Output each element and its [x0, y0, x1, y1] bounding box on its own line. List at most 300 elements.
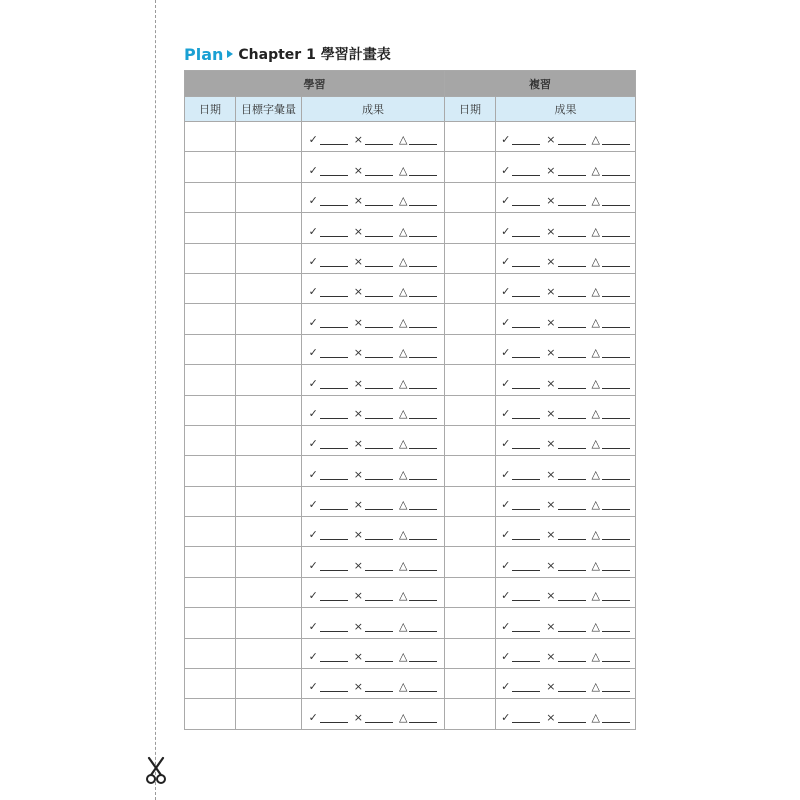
target-vocab-cell[interactable] — [236, 456, 302, 486]
tally-blank[interactable] — [558, 630, 586, 632]
review-result-cell[interactable] — [496, 122, 636, 152]
tally-blank[interactable] — [409, 508, 437, 510]
review-result-cell[interactable] — [496, 273, 636, 303]
target-vocab-cell[interactable] — [236, 608, 302, 638]
tally-blank[interactable] — [602, 326, 630, 328]
result-cell[interactable] — [302, 213, 445, 243]
check-mark-symbol: ✓ — [308, 558, 318, 572]
review-result-cell[interactable] — [496, 608, 636, 638]
tally-blank[interactable] — [512, 326, 540, 328]
review-date-cell[interactable] — [445, 486, 496, 516]
result-cell[interactable] — [302, 638, 445, 668]
tally-blank[interactable] — [512, 143, 540, 145]
triangle-symbol: △ — [591, 224, 600, 238]
review-date-cell[interactable] — [445, 213, 496, 243]
tally-blank[interactable] — [409, 356, 437, 358]
tally-blank[interactable] — [602, 690, 630, 692]
tally-blank[interactable] — [558, 599, 586, 601]
tally-blank[interactable] — [409, 235, 437, 237]
check-mark-symbol: ✓ — [501, 650, 511, 664]
tally-blank[interactable] — [512, 599, 540, 601]
review-date-cell[interactable] — [445, 182, 496, 212]
result-cell[interactable] — [302, 577, 445, 607]
tally-blank[interactable] — [512, 660, 540, 662]
review-date-cell[interactable] — [445, 395, 496, 425]
column-header-date: 日期 — [185, 97, 236, 122]
tally-blank[interactable] — [365, 478, 393, 480]
tally-blank[interactable] — [558, 721, 586, 723]
date-cell[interactable] — [185, 669, 236, 699]
tally-blank[interactable] — [602, 478, 630, 480]
target-vocab-cell[interactable] — [236, 304, 302, 334]
table-row — [185, 122, 636, 152]
result-cell[interactable] — [302, 456, 445, 486]
tally-blank[interactable] — [365, 295, 393, 297]
cross-symbol: × — [353, 133, 363, 147]
cross-symbol: × — [353, 528, 363, 542]
target-vocab-cell[interactable] — [236, 365, 302, 395]
check-mark-symbol: ✓ — [501, 528, 511, 542]
result-tally — [496, 274, 635, 303]
tally-blank[interactable] — [409, 326, 437, 328]
tally-blank[interactable] — [558, 265, 586, 267]
tally-blank[interactable] — [512, 690, 540, 692]
check-mark-symbol: ✓ — [308, 437, 318, 451]
result-cell[interactable] — [302, 304, 445, 334]
review-date-cell[interactable] — [445, 365, 496, 395]
tally-blank[interactable] — [558, 143, 586, 145]
tally-blank[interactable] — [320, 721, 348, 723]
target-vocab-cell[interactable] — [236, 577, 302, 607]
tally-blank[interactable] — [320, 265, 348, 267]
check-mark-symbol: ✓ — [308, 467, 318, 481]
tally-blank[interactable] — [512, 538, 540, 540]
tally-blank[interactable] — [320, 569, 348, 571]
review-result-cell[interactable] — [496, 425, 636, 455]
tally-blank[interactable] — [365, 235, 393, 237]
triangle-symbol: △ — [399, 467, 408, 481]
check-mark-symbol: ✓ — [501, 589, 511, 603]
result-cell[interactable] — [302, 547, 445, 577]
triangle-symbol: △ — [591, 133, 600, 147]
date-cell[interactable] — [185, 699, 236, 729]
tally-blank[interactable] — [512, 447, 540, 449]
review-result-cell[interactable] — [496, 456, 636, 486]
table-row — [185, 243, 636, 273]
tally-blank[interactable] — [602, 295, 630, 297]
result-tally — [496, 152, 635, 181]
review-date-cell[interactable] — [445, 456, 496, 486]
tally-blank[interactable] — [602, 447, 630, 449]
review-result-cell[interactable] — [496, 213, 636, 243]
tally-blank[interactable] — [602, 569, 630, 571]
tally-blank[interactable] — [409, 630, 437, 632]
review-date-cell[interactable] — [445, 243, 496, 273]
result-cell[interactable] — [302, 608, 445, 638]
tally-blank[interactable] — [512, 174, 540, 176]
tally-blank[interactable] — [320, 478, 348, 480]
cross-symbol: × — [546, 710, 556, 724]
triangle-symbol: △ — [399, 619, 408, 633]
tally-blank[interactable] — [602, 508, 630, 510]
review-result-cell[interactable] — [496, 182, 636, 212]
date-cell[interactable] — [185, 365, 236, 395]
tally-blank[interactable] — [320, 235, 348, 237]
tally-blank[interactable] — [365, 630, 393, 632]
tally-blank[interactable] — [320, 143, 348, 145]
review-date-cell[interactable] — [445, 547, 496, 577]
result-cell[interactable] — [302, 182, 445, 212]
check-mark-symbol: ✓ — [501, 558, 511, 572]
date-cell[interactable] — [185, 577, 236, 607]
result-cell[interactable] — [302, 273, 445, 303]
target-vocab-cell[interactable] — [236, 517, 302, 547]
tally-blank[interactable] — [320, 599, 348, 601]
tally-blank[interactable] — [602, 143, 630, 145]
cross-symbol: × — [353, 163, 363, 177]
tally-blank[interactable] — [558, 690, 586, 692]
tally-blank[interactable] — [320, 508, 348, 510]
tally-blank[interactable] — [558, 569, 586, 571]
review-date-cell[interactable] — [445, 517, 496, 547]
result-tally — [496, 183, 635, 212]
tally-blank[interactable] — [558, 174, 586, 176]
tally-blank[interactable] — [320, 174, 348, 176]
triangle-symbol: △ — [591, 680, 600, 694]
result-cell[interactable] — [302, 243, 445, 273]
check-mark-symbol: ✓ — [308, 133, 318, 147]
triangle-symbol: △ — [591, 285, 600, 299]
tally-blank[interactable] — [409, 204, 437, 206]
target-vocab-cell[interactable] — [236, 152, 302, 182]
tally-blank[interactable] — [320, 417, 348, 419]
tally-blank[interactable] — [558, 326, 586, 328]
tally-blank[interactable] — [409, 660, 437, 662]
result-tally — [302, 365, 444, 394]
triangle-symbol: △ — [399, 163, 408, 177]
check-mark-symbol: ✓ — [501, 619, 511, 633]
result-cell[interactable] — [302, 122, 445, 152]
result-tally — [496, 669, 635, 698]
tally-blank[interactable] — [512, 569, 540, 571]
target-vocab-cell[interactable] — [236, 699, 302, 729]
tally-blank[interactable] — [558, 387, 586, 389]
target-vocab-cell[interactable] — [236, 669, 302, 699]
tally-blank[interactable] — [409, 478, 437, 480]
group-header-study: 學習 — [185, 71, 445, 97]
tally-blank[interactable] — [558, 204, 586, 206]
result-tally — [302, 304, 444, 333]
cross-symbol: × — [546, 589, 556, 603]
date-cell[interactable] — [185, 456, 236, 486]
date-cell[interactable] — [185, 213, 236, 243]
date-cell[interactable] — [185, 304, 236, 334]
tally-blank[interactable] — [602, 721, 630, 723]
result-tally — [496, 547, 635, 576]
date-cell[interactable] — [185, 122, 236, 152]
tally-blank[interactable] — [409, 538, 437, 540]
tally-blank[interactable] — [365, 417, 393, 419]
tally-blank[interactable] — [558, 538, 586, 540]
tally-blank[interactable] — [365, 356, 393, 358]
tally-blank[interactable] — [558, 356, 586, 358]
result-tally — [302, 487, 444, 516]
tally-blank[interactable] — [602, 265, 630, 267]
tally-blank[interactable] — [320, 447, 348, 449]
result-tally — [496, 517, 635, 546]
cross-symbol: × — [546, 467, 556, 481]
check-mark-symbol: ✓ — [501, 376, 511, 390]
tally-blank[interactable] — [602, 630, 630, 632]
tally-blank[interactable] — [365, 326, 393, 328]
column-header-row — [185, 97, 636, 122]
review-result-cell[interactable] — [496, 486, 636, 516]
check-mark-symbol: ✓ — [501, 710, 511, 724]
date-cell[interactable] — [185, 638, 236, 668]
review-result-cell[interactable] — [496, 395, 636, 425]
result-tally — [302, 699, 444, 728]
result-cell[interactable] — [302, 334, 445, 364]
tally-blank[interactable] — [409, 447, 437, 449]
tally-blank[interactable] — [558, 235, 586, 237]
tally-blank[interactable] — [365, 599, 393, 601]
triangle-symbol: △ — [591, 346, 600, 360]
tally-blank[interactable] — [409, 599, 437, 601]
tally-blank[interactable] — [512, 478, 540, 480]
tally-blank[interactable] — [365, 508, 393, 510]
tally-blank[interactable] — [512, 204, 540, 206]
tally-blank[interactable] — [409, 265, 437, 267]
tally-blank[interactable] — [558, 417, 586, 419]
triangle-symbol: △ — [399, 437, 408, 451]
result-cell[interactable] — [302, 669, 445, 699]
date-cell[interactable] — [185, 334, 236, 364]
result-cell[interactable] — [302, 425, 445, 455]
check-mark-symbol: ✓ — [308, 498, 318, 512]
tally-blank[interactable] — [512, 356, 540, 358]
tally-blank[interactable] — [320, 326, 348, 328]
tally-blank[interactable] — [320, 204, 348, 206]
tally-blank[interactable] — [558, 478, 586, 480]
tally-blank[interactable] — [512, 721, 540, 723]
check-mark-symbol: ✓ — [501, 163, 511, 177]
result-tally — [496, 639, 635, 668]
tally-blank[interactable] — [365, 265, 393, 267]
check-mark-symbol: ✓ — [501, 194, 511, 208]
table-row — [185, 547, 636, 577]
result-tally — [496, 304, 635, 333]
result-cell[interactable] — [302, 699, 445, 729]
date-cell[interactable] — [185, 425, 236, 455]
tally-blank[interactable] — [602, 599, 630, 601]
target-vocab-cell[interactable] — [236, 486, 302, 516]
triangle-symbol: △ — [591, 498, 600, 512]
target-vocab-cell[interactable] — [236, 122, 302, 152]
tally-blank[interactable] — [320, 295, 348, 297]
tally-blank[interactable] — [320, 660, 348, 662]
review-date-cell[interactable] — [445, 334, 496, 364]
target-vocab-cell[interactable] — [236, 425, 302, 455]
cross-symbol: × — [353, 619, 363, 633]
target-vocab-cell[interactable] — [236, 395, 302, 425]
result-cell[interactable] — [302, 517, 445, 547]
tally-blank[interactable] — [602, 235, 630, 237]
table-row — [185, 273, 636, 303]
date-cell[interactable] — [185, 517, 236, 547]
tally-blank[interactable] — [512, 387, 540, 389]
tally-blank[interactable] — [558, 660, 586, 662]
date-cell[interactable] — [185, 395, 236, 425]
cross-symbol: × — [353, 224, 363, 238]
tally-blank[interactable] — [602, 538, 630, 540]
tally-blank[interactable] — [320, 356, 348, 358]
triangle-symbol: △ — [399, 315, 408, 329]
result-tally — [496, 213, 635, 242]
tally-blank[interactable] — [365, 204, 393, 206]
table-row — [185, 395, 636, 425]
date-cell[interactable] — [185, 273, 236, 303]
triangle-symbol: △ — [591, 437, 600, 451]
triangle-symbol: △ — [591, 406, 600, 420]
tally-blank[interactable] — [409, 721, 437, 723]
tally-blank[interactable] — [602, 174, 630, 176]
check-mark-symbol: ✓ — [308, 315, 318, 329]
review-result-cell[interactable] — [496, 699, 636, 729]
check-mark-symbol: ✓ — [308, 376, 318, 390]
tally-blank[interactable] — [409, 295, 437, 297]
target-vocab-cell[interactable] — [236, 334, 302, 364]
review-result-cell[interactable] — [496, 304, 636, 334]
tally-blank[interactable] — [320, 690, 348, 692]
cross-symbol: × — [546, 163, 556, 177]
tally-blank[interactable] — [409, 690, 437, 692]
result-tally — [302, 426, 444, 455]
check-mark-symbol: ✓ — [308, 224, 318, 238]
check-mark-symbol: ✓ — [501, 133, 511, 147]
tally-blank[interactable] — [409, 143, 437, 145]
review-date-cell[interactable] — [445, 273, 496, 303]
review-result-cell[interactable] — [496, 547, 636, 577]
check-mark-symbol: ✓ — [501, 498, 511, 512]
target-vocab-cell[interactable] — [236, 182, 302, 212]
cross-symbol: × — [546, 194, 556, 208]
table-row — [185, 152, 636, 182]
tally-blank[interactable] — [558, 447, 586, 449]
result-cell[interactable] — [302, 395, 445, 425]
result-tally — [302, 608, 444, 637]
date-cell[interactable] — [185, 243, 236, 273]
result-cell[interactable] — [302, 365, 445, 395]
review-result-cell[interactable] — [496, 334, 636, 364]
tally-blank[interactable] — [365, 569, 393, 571]
cross-symbol: × — [546, 680, 556, 694]
tally-blank[interactable] — [512, 265, 540, 267]
review-date-cell[interactable] — [445, 425, 496, 455]
target-vocab-cell[interactable] — [236, 273, 302, 303]
target-vocab-cell[interactable] — [236, 213, 302, 243]
cross-symbol: × — [353, 498, 363, 512]
result-cell[interactable] — [302, 152, 445, 182]
target-vocab-cell[interactable] — [236, 243, 302, 273]
check-mark-symbol: ✓ — [308, 254, 318, 268]
tally-blank[interactable] — [365, 538, 393, 540]
tally-blank[interactable] — [602, 387, 630, 389]
review-date-cell[interactable] — [445, 638, 496, 668]
tally-blank[interactable] — [365, 143, 393, 145]
tally-blank[interactable] — [365, 447, 393, 449]
triangle-symbol: △ — [591, 650, 600, 664]
date-cell[interactable] — [185, 182, 236, 212]
review-date-cell[interactable] — [445, 122, 496, 152]
tally-blank[interactable] — [365, 174, 393, 176]
review-result-cell[interactable] — [496, 152, 636, 182]
review-date-cell[interactable] — [445, 152, 496, 182]
tally-blank[interactable] — [409, 387, 437, 389]
review-date-cell[interactable] — [445, 669, 496, 699]
review-result-cell[interactable] — [496, 669, 636, 699]
tally-blank[interactable] — [409, 174, 437, 176]
tally-blank[interactable] — [320, 387, 348, 389]
tally-blank[interactable] — [320, 538, 348, 540]
review-date-cell[interactable] — [445, 577, 496, 607]
target-vocab-cell[interactable] — [236, 547, 302, 577]
tally-blank[interactable] — [602, 356, 630, 358]
date-cell[interactable] — [185, 608, 236, 638]
cross-symbol: × — [546, 376, 556, 390]
tally-blank[interactable] — [558, 295, 586, 297]
review-result-cell[interactable] — [496, 365, 636, 395]
tally-blank[interactable] — [512, 508, 540, 510]
triangle-right-icon — [227, 50, 233, 58]
tally-blank[interactable] — [512, 235, 540, 237]
tally-blank[interactable] — [512, 630, 540, 632]
tally-blank[interactable] — [602, 417, 630, 419]
review-result-cell[interactable] — [496, 243, 636, 273]
table-row — [185, 334, 636, 364]
tally-blank[interactable] — [512, 295, 540, 297]
tally-blank[interactable] — [602, 660, 630, 662]
plan-label: Plan — [184, 44, 224, 64]
target-vocab-cell[interactable] — [236, 638, 302, 668]
tally-blank[interactable] — [320, 630, 348, 632]
group-header-review: 複習 — [445, 71, 636, 97]
date-cell[interactable] — [185, 486, 236, 516]
check-mark-symbol: ✓ — [501, 437, 511, 451]
tally-blank[interactable] — [365, 387, 393, 389]
review-date-cell[interactable] — [445, 304, 496, 334]
result-cell[interactable] — [302, 486, 445, 516]
tally-blank[interactable] — [365, 721, 393, 723]
review-date-cell[interactable] — [445, 608, 496, 638]
review-result-cell[interactable] — [496, 577, 636, 607]
result-tally — [302, 517, 444, 546]
tally-blank[interactable] — [602, 204, 630, 206]
review-date-cell[interactable] — [445, 699, 496, 729]
tally-blank[interactable] — [409, 569, 437, 571]
review-result-cell[interactable] — [496, 638, 636, 668]
tally-blank[interactable] — [365, 660, 393, 662]
tally-blank[interactable] — [409, 417, 437, 419]
triangle-symbol: △ — [399, 254, 408, 268]
date-cell[interactable] — [185, 547, 236, 577]
check-mark-symbol: ✓ — [501, 467, 511, 481]
tally-blank[interactable] — [558, 508, 586, 510]
cross-symbol: × — [546, 285, 556, 299]
tally-blank[interactable] — [365, 690, 393, 692]
review-result-cell[interactable] — [496, 517, 636, 547]
date-cell[interactable] — [185, 152, 236, 182]
tally-blank[interactable] — [512, 417, 540, 419]
